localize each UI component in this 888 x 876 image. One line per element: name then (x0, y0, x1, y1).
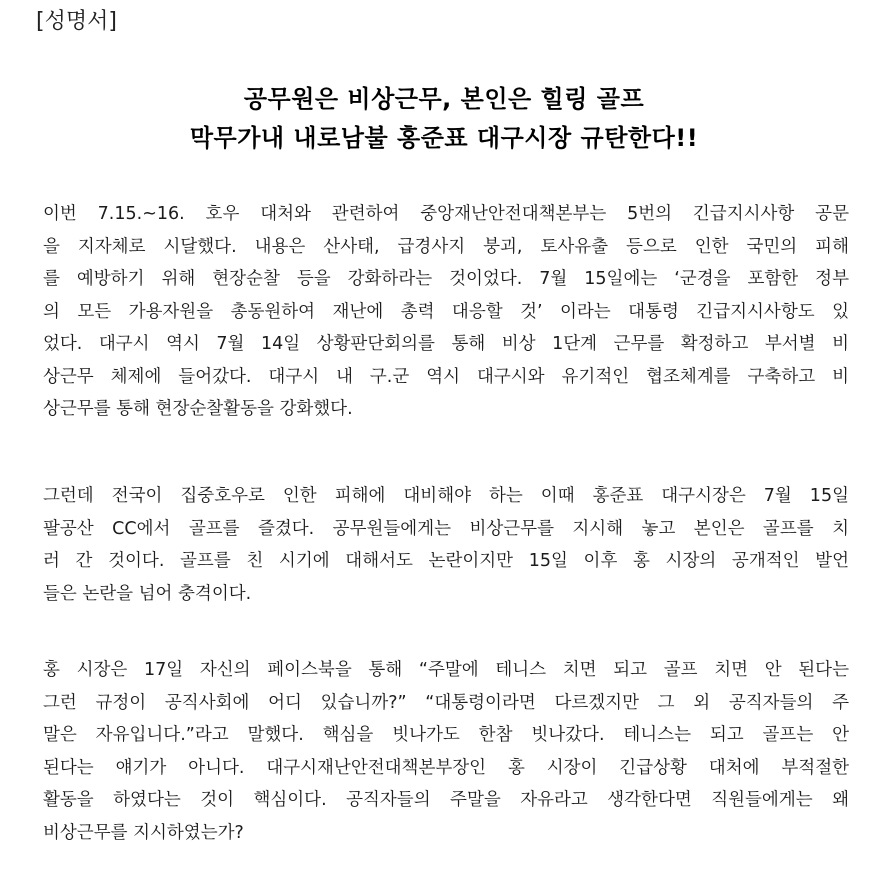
paragraph-line: 말은 자유입니다.”라고 말했다. 핵심을 빗나가도 한참 빗나갔다. 테니스는 되고 골프는 안 (43, 725, 849, 745)
paragraph-line: 상근무 체제에 들어갔다. 대구시 내 구.군 역시 대구시와 유기적인 협조체계를 구축하고 비 (43, 366, 849, 387)
paragraph-line: 의 모든 가용자원을 총동원하여 재난에 총력 대응할 것’ 이라는 대통령 긴급지시사항도 있 (43, 301, 849, 322)
paragraph-line: 이번 7.15.~16. 호우 대처와 관련하여 중앙재난안전대책본부는 5번의 긴급지시사항 공문 (43, 204, 849, 224)
paragraph-line: 그런 규정이 공직사회에 어디 있습니까?” “대통령이라면 다르겠지만 그 외 공직자들의 주 (43, 692, 849, 713)
body-paragraph-2 (43, 480, 849, 610)
paragraph-line: 들은 논란을 넘어 충격이다. (43, 583, 252, 604)
body-paragraph-3 (43, 654, 849, 849)
body-paragraph-1 (43, 198, 849, 426)
paragraph-line: 비상근무를 지시하였는가? (43, 822, 244, 843)
paragraph-line: 활동을 하였다는 것이 핵심이다. 공직자들의 주말을 자유라고 생각한다면 직원들에게는 왜 (43, 790, 849, 810)
headline-line-2: 막무가내 내로남불 홍준표 대구시장 규탄한다!! (189, 124, 699, 152)
paragraph-line: 를 예방하기 위해 현장순찰 등을 강화하라는 것이었다. 7월 15일에는 ‘군경을 포함한 정부 (43, 269, 849, 289)
headline-line-1: 공무원은 비상근무, 본인은 힐링 골프 (243, 85, 645, 113)
paragraph-line: 그런데 전국이 집중호우로 인한 피해에 대비해야 하는 이때 홍준표 대구시장은 7월 15일 (43, 486, 849, 506)
paragraph-line: 을 지자체로 시달했다. 내용은 산사태, 급경사지 붕괴, 토사유출 등으로 인한 국민의 피해 (43, 236, 849, 257)
paragraph-line: 상근무를 통해 현장순찰활동을 강화했다. (43, 399, 353, 419)
paragraph-line: 된다는 얘기가 아니다. 대구시재난안전대책본부장인 홍 시장이 긴급상황 대처에 부적절한 (43, 757, 849, 778)
paragraph-line: 팔공산 CC에서 골프를 즐겼다. 공무원들에게는 비상근무를 지시해 놓고 본인은 골프를 치 (43, 518, 849, 539)
paragraph-line: 러 간 것이다. 골프를 친 시기에 대해서도 논란이지만 15일 이후 홍 시장의 공개적인 발언 (43, 551, 849, 571)
document-type-label: [성명서] (36, 9, 117, 34)
paragraph-line: 홍 시장은 17일 자신의 페이스북을 통해 “주말에 테니스 치면 되고 골프 치면 안 된다는 (43, 660, 849, 680)
paragraph-line: 었다. 대구시 역시 7월 14일 상황판단회의를 통해 비상 1단계 근무를 확정하고 부서별 비 (43, 334, 849, 354)
